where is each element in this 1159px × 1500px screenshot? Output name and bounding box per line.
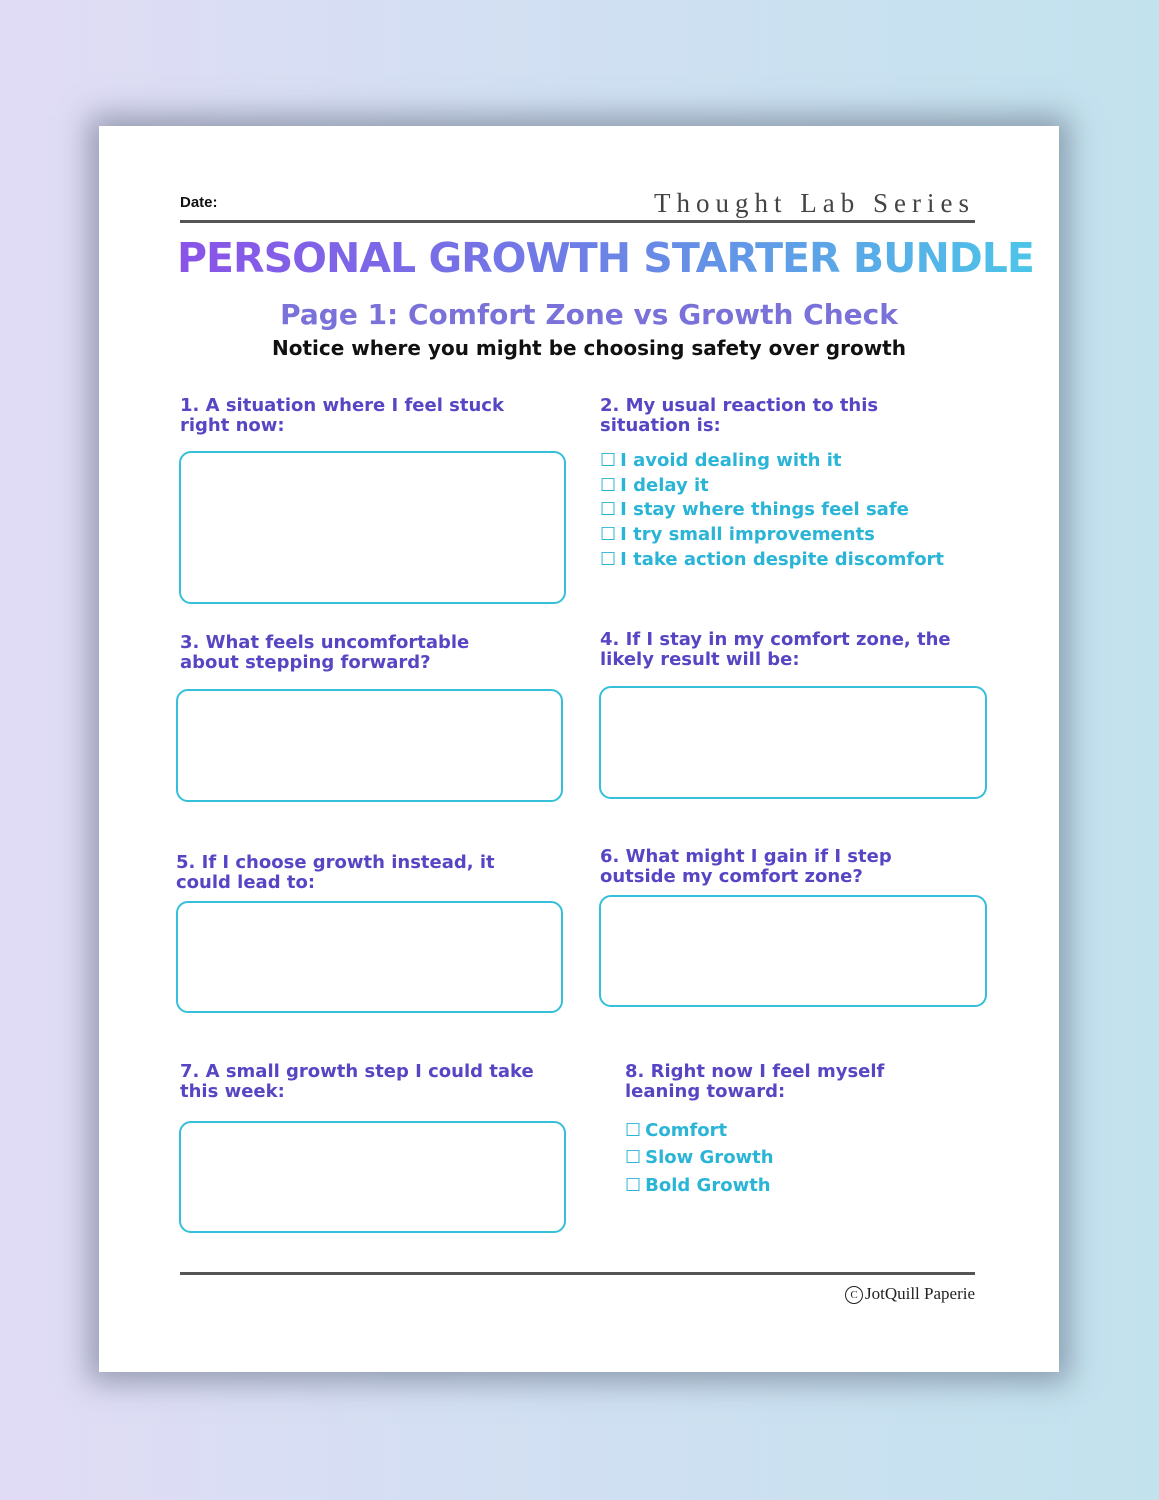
answer-box-4[interactable] xyxy=(599,686,987,799)
checkbox-icon[interactable]: ☐ xyxy=(600,548,617,570)
question-2-label: 2. My usual reaction to this situation is: xyxy=(600,395,879,436)
copyright-icon: C xyxy=(845,1286,863,1304)
checkbox-icon[interactable]: ☐ xyxy=(600,499,617,521)
worksheet-page xyxy=(99,126,1059,1372)
question-8-label: 8. Right now I feel myself leaning toward: xyxy=(625,1061,885,1102)
answer-box-3[interactable] xyxy=(176,689,563,802)
bundle-title: PERSONAL GROWTH STARTER BUNDLE xyxy=(177,234,1034,282)
page-subheading: Notice where you might be choosing safety over growth xyxy=(272,336,906,360)
answer-box-6[interactable] xyxy=(599,895,987,1007)
q2-option[interactable]: ☐ I avoid dealing with it xyxy=(600,450,842,471)
question-1-label: 1. A situation where I feel stuck right now: xyxy=(180,395,504,436)
answer-box-5[interactable] xyxy=(176,901,563,1013)
q2-option[interactable]: ☐ I delay it xyxy=(600,474,709,496)
question-6-label: 6. What might I gain if I step outside my comfort zone? xyxy=(600,846,892,887)
checkbox-icon[interactable]: ☐ xyxy=(625,1120,642,1141)
date-label: Date: xyxy=(180,194,218,211)
footer-brand xyxy=(845,1284,975,1304)
bottom-divider xyxy=(180,1272,975,1275)
question-5-label: 5. If I choose growth instead, it could lead to: xyxy=(176,852,495,893)
question-3-label: 3. What feels uncomfortable about stepping forward? xyxy=(180,632,470,673)
q8-option[interactable]: ☐ Slow Growth xyxy=(625,1147,774,1169)
q8-option[interactable]: ☐ Bold Growth xyxy=(625,1174,771,1196)
q2-option[interactable]: ☐ I stay where things feel safe xyxy=(600,499,909,521)
checkbox-icon[interactable]: ☐ xyxy=(625,1147,642,1169)
top-divider xyxy=(180,220,975,223)
q2-option[interactable]: ☐ I take action despite discomfort xyxy=(600,548,945,570)
q8-option[interactable]: ☐ Comfort xyxy=(625,1120,728,1141)
series-title: Thought Lab Series xyxy=(654,188,975,218)
question-7-label: 7. A small growth step I could take this week: xyxy=(180,1061,534,1102)
answer-box-7[interactable] xyxy=(179,1121,566,1233)
brand-name: JotQuill Paperie xyxy=(864,1284,975,1303)
q2-options-list xyxy=(600,449,944,573)
checkbox-icon[interactable]: ☐ xyxy=(600,524,617,546)
checkbox-icon[interactable]: ☐ xyxy=(600,474,617,496)
q2-option[interactable]: ☐ I try small improvements xyxy=(600,524,875,546)
q8-options-list xyxy=(625,1117,774,1199)
question-4-label: 4. If I stay in my comfort zone, the likely result will be: xyxy=(600,629,951,670)
answer-box-1[interactable] xyxy=(179,451,566,604)
checkbox-icon[interactable]: ☐ xyxy=(625,1174,642,1196)
page-heading: Page 1: Comfort Zone vs Growth Check xyxy=(280,298,898,331)
checkbox-icon[interactable]: ☐ xyxy=(600,450,617,471)
